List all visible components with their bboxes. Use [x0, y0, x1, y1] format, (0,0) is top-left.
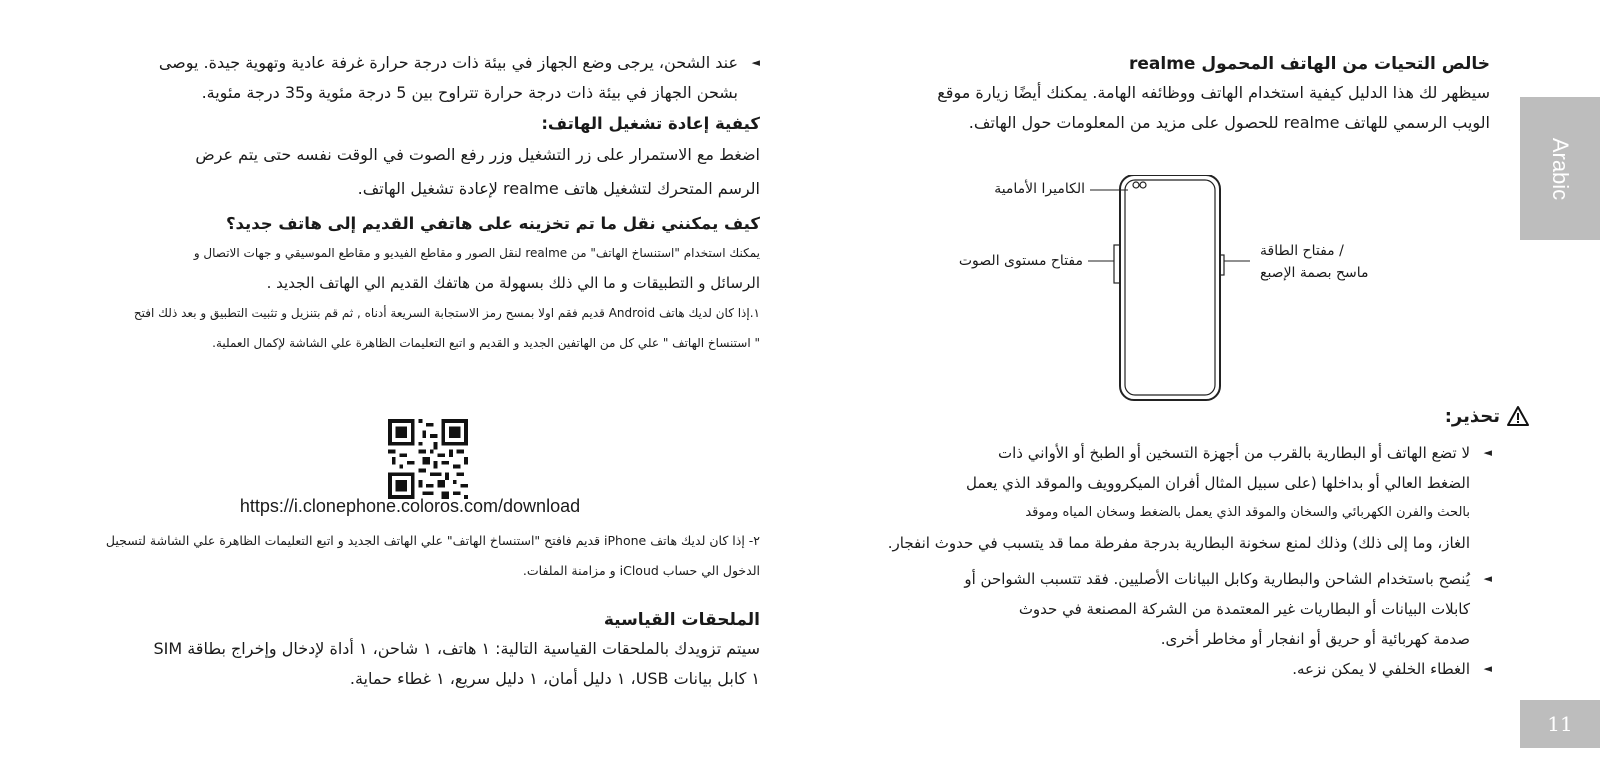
bullet-triangle-icon: ◄ — [751, 56, 760, 69]
warning-item — [812, 438, 1492, 558]
accessories-heading: الملحقات القياسية — [603, 610, 760, 630]
android-line-2: " استنساخ الهاتف " علي كل من الهاتفين الجديد و القديم و اتبع التعليمات الظاهرة علي الشاشة لإكمال العملية. — [212, 336, 760, 350]
callout-power-key: / مفتاح الطاقة — [1260, 243, 1344, 259]
warning-list — [812, 438, 1492, 684]
page-title: خالص التحيات من الهاتف المحمول realme — [1128, 54, 1490, 74]
transfer-line-1: يمكنك استخدام "استنساخ الهاتف" من realme لنقل الصور و مقاطع الفيديو و مقاطع الموسيقي و جهات الاتصال و — [193, 246, 760, 260]
bullet-triangle-icon: ◄ — [1483, 662, 1492, 675]
warning-1-line-1: لا تضع الهاتف أو البطارية بالقرب من أجهزة التسخين أو الطبخ أو الأواني ذات — [997, 444, 1470, 462]
warning-item — [812, 564, 1492, 654]
warning-triangle-icon — [1506, 405, 1530, 427]
left-column — [70, 48, 760, 358]
callout-fingerprint: ماسح بصمة الإصبع — [1260, 265, 1369, 281]
bullet-triangle-icon: ◄ — [1483, 446, 1492, 459]
callout-volume-key: مفتاح مستوى الصوت — [958, 253, 1083, 269]
accessories-line-2: ١ كابل بيانات USB، ١ دليل أمان، ١ دليل سريع، ١ غطاء حماية. — [349, 669, 760, 688]
android-line-1: ١.إذا كان لديك هاتف Android قديم فقم اولا بمسح رمز الاستجابة السريعة أدناه , ثم قم بتنزيل و تثبيت التطبيق و بعد ذلك افتح — [133, 306, 760, 320]
iphone-line-2: الدخول الي حساب iCloud و مزامنة الملفات. — [522, 563, 760, 578]
language-tab — [1520, 97, 1600, 240]
accessories-section — [70, 604, 760, 694]
download-url[interactable]: https://i.clonephone.coloros.com/download — [239, 496, 581, 516]
intro-line-2: الويب الرسمي للهاتف realme للحصول على مزيد من المعلومات حول الهاتف. — [968, 113, 1490, 132]
page-number: 11 — [1520, 700, 1600, 748]
qr-code-graphic — [388, 419, 468, 499]
charging-line-1: عند الشحن، يرجى وضع الجهاز في بيئة ذات درجة حرارة غرفة عادية وتهوية جيدة. يوصى — [158, 53, 738, 72]
language-tab-label: Arabic — [1548, 137, 1573, 201]
warning-item — [812, 654, 1492, 684]
warning-2-line-1: يُنصح باستخدام الشاحن والبطارية وكابل البيانات الأصليين. فقد تتسبب الشواحن أو — [964, 570, 1470, 588]
bullet-triangle-icon: ◄ — [1483, 572, 1492, 585]
intro-line-1: سيظهر لك هذا الدليل كيفية استخدام الهاتف ووظائفه الهامة. يمكنك أيضًا زيارة موقع — [937, 83, 1490, 102]
transfer-line-2: الرسائل و التطبيقات و ما الي ذلك بسهولة من هاتفك القديم الي الهاتف الجديد . — [266, 274, 760, 292]
warning-2-line-3: صدمة كهربائية أو حريق أو انفجار أو مخاطر أخرى. — [1160, 630, 1470, 648]
charging-line-2: بشحن الجهاز في بيئة ذات درجة حرارة تتراوح بين 5 درجة مئوية و35 درجة مئوية. — [201, 83, 738, 102]
left-column-lower — [30, 526, 760, 586]
restart-line-2: الرسم المتحرك لتشغيل هاتف realme لإعادة تشغيل الهاتف. — [357, 179, 760, 198]
right-column — [810, 48, 1490, 138]
warning-heading — [1445, 405, 1530, 427]
phone-diagram — [940, 175, 1440, 410]
warning-title: تحذير: — [1444, 405, 1500, 427]
warning-2-line-2: كابلات البيانات أو البطاريات غير المعتمدة من الشركة المصنعة في حدوث — [1018, 600, 1470, 618]
phone-outline-icon — [940, 175, 1440, 410]
restart-line-1: اضغط مع الاستمرار على زر التشغيل وزر رفع الصوت في الوقت نفسه حتى يتم عرض — [195, 145, 760, 164]
transfer-heading: كيف يمكنني نقل ما تم تخزينه على هاتفي القديم إلى هاتف جديد؟ — [225, 214, 760, 233]
warning-3-line-1: الغطاء الخلفي لا يمكن نزعه. — [1292, 660, 1470, 678]
charging-note — [70, 48, 760, 108]
qr-code-icon[interactable] — [388, 419, 468, 499]
restart-heading: كيفية إعادة تشغيل الهاتف: — [541, 114, 760, 133]
warning-1-line-4: الغاز، وما إلى ذلك) وذلك لمنع سخونة البطارية بدرجة مفرطة مما قد يتسبب في حدوث انفجار. — [887, 534, 1470, 552]
warning-1-line-3: بالحث والفرن الكهربائي والسخان والموقد الذي يعمل بالضغط وسخان المياه وموقد — [1025, 505, 1470, 520]
iphone-line-1: ٢- إذا كان لديك هاتف iPhone قديم فافتح "استنساخ الهاتف" علي الهاتف الجديد و اتبع التعليمات الظاهرة علي الشاشة لتسجيل — [105, 533, 760, 548]
warning-1-line-2: الضغط العالي أو بداخلها (على سبيل المثال أفران الميكروويف والموقد الذي يعمل — [965, 474, 1470, 492]
accessories-line-1: سيتم تزويدك بالملحقات القياسية التالية: ١ هاتف، ١ شاحن، ١ أداة لإدخال وإخراج بطاقة SIM — [153, 639, 760, 658]
callout-front-camera: الكاميرا الأمامية — [994, 181, 1085, 197]
